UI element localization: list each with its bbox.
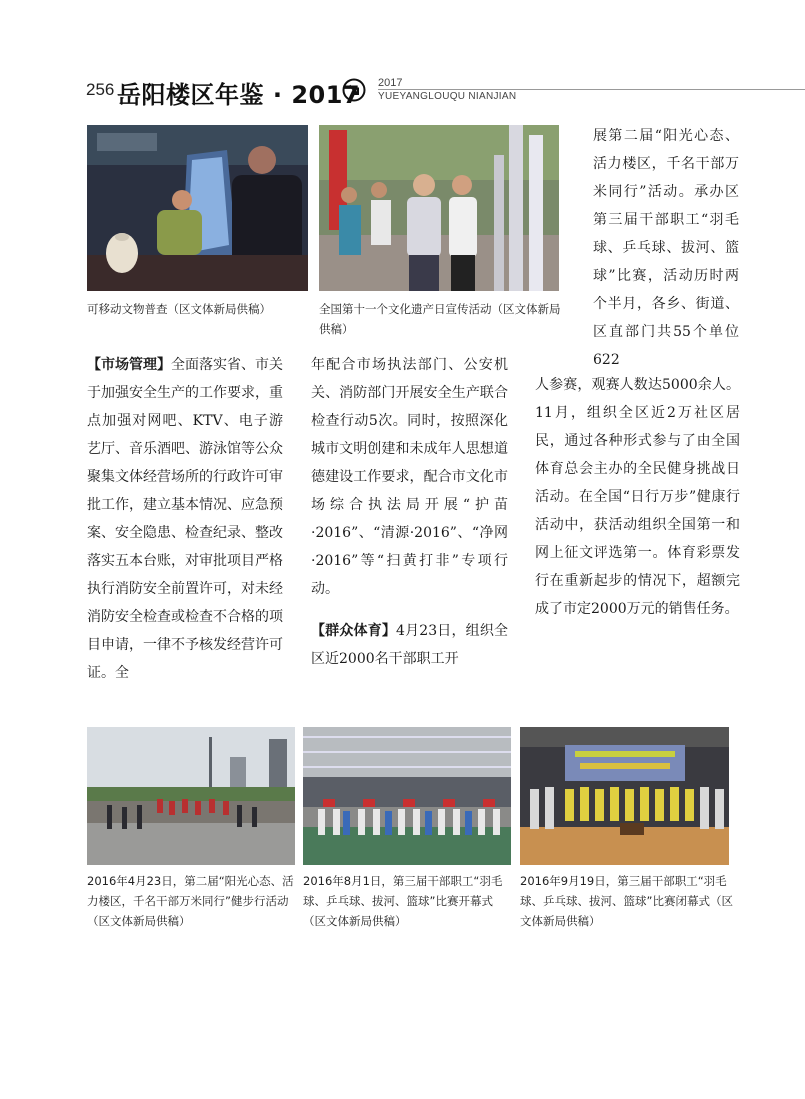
col2-body: 年配合市场执法部门、公安机关、消防部门开展安全生产联合检查行动5次。同时，按照深化城市文明创建和未成年人思想道德建设工作要求，配合市文化市场综合执法局开展“护苗·2016”、“清源·2016”、“净网·2016”等“扫黄打非”专项行动。 [311,357,508,597]
photo-walking-event [87,727,295,865]
photo-heritage-day [319,125,559,291]
col2-body-2: 4月23日，组织全区近2000名干部职工开 [311,623,508,667]
caption-relic-survey: 可移动文物普查（区文体新局供稿） [87,302,271,316]
caption-closing-ceremony: 2016年9月19日，第三届干部职工“羽毛球、乒乓球、拔河、篮球”比赛闭幕式（区文体新局供稿） [520,874,733,928]
section-heading-market: 【市场管理】 [87,357,171,373]
col1-body: 全面落实省、市关于加强安全生产的工作要求，重点加强对网吧、KTV、电子游艺厅、音乐酒吧、游泳馆等公众聚集文体经营场所的行政许可审批工作，建立基本情况、应急预案、安全隐患、检查纪录、整改落实五本台账，对审批项目严格执行消防安全前置许可，对未经消防安全检查或检查不合格的项目申请，一律不予核发经营许可证。全 [87,357,283,681]
col2-section [311,351,508,673]
caption-heritage-day: 全国第十一个文化遗产日宣传活动（区文体新局供稿） [319,302,561,336]
header-rule [378,89,805,90]
col1-section [87,351,283,687]
col3-text-top: 展第二届“阳光心态、活力楼区，千名干部万米同行”活动。承办区第三届干部职工“羽毛球、乒乓球、拔河、篮球”比赛，活动历时两个半月，各乡、街道、区直部门共55个单位622 [593,128,739,368]
col3-text-bottom: 人参赛，观赛人数达5000余人。11月，组织全区近2万社区居民，通过各种形式参与了由全国体育总会主办的全民健身挑战日活动。在全国“日行万步”健康行活动中，获活动组织全国第一和网上征文评选第一。体育彩票发行在重新起步的情况下，超额完成了市定2000万元的销售任务。 [535,377,740,617]
header-year: 2017 [378,77,403,89]
photo-opening-ceremony [303,727,511,865]
caption-opening-ceremony: 2016年8月1日，第三届干部职工“羽毛球、乒乓球、拔河、篮球”比赛开幕式（区文体新局供稿） [303,874,503,928]
arrow-circle-icon [342,78,366,102]
page-number: 256 [86,80,115,99]
caption-walking-event: 2016年4月23日，第二届“阳光心态、活力楼区，千名干部万米同行”健步行活动（区文体新局供稿） [87,874,294,928]
photo-closing-ceremony [520,727,729,865]
header-pinyin: YUEYANGLOUQU NIANJIAN [378,91,517,102]
book-title: 岳阳楼区年鉴 · 2017 [117,81,361,109]
section-heading-sports: 【群众体育】 [311,623,397,639]
photo-relic-survey [87,125,308,291]
